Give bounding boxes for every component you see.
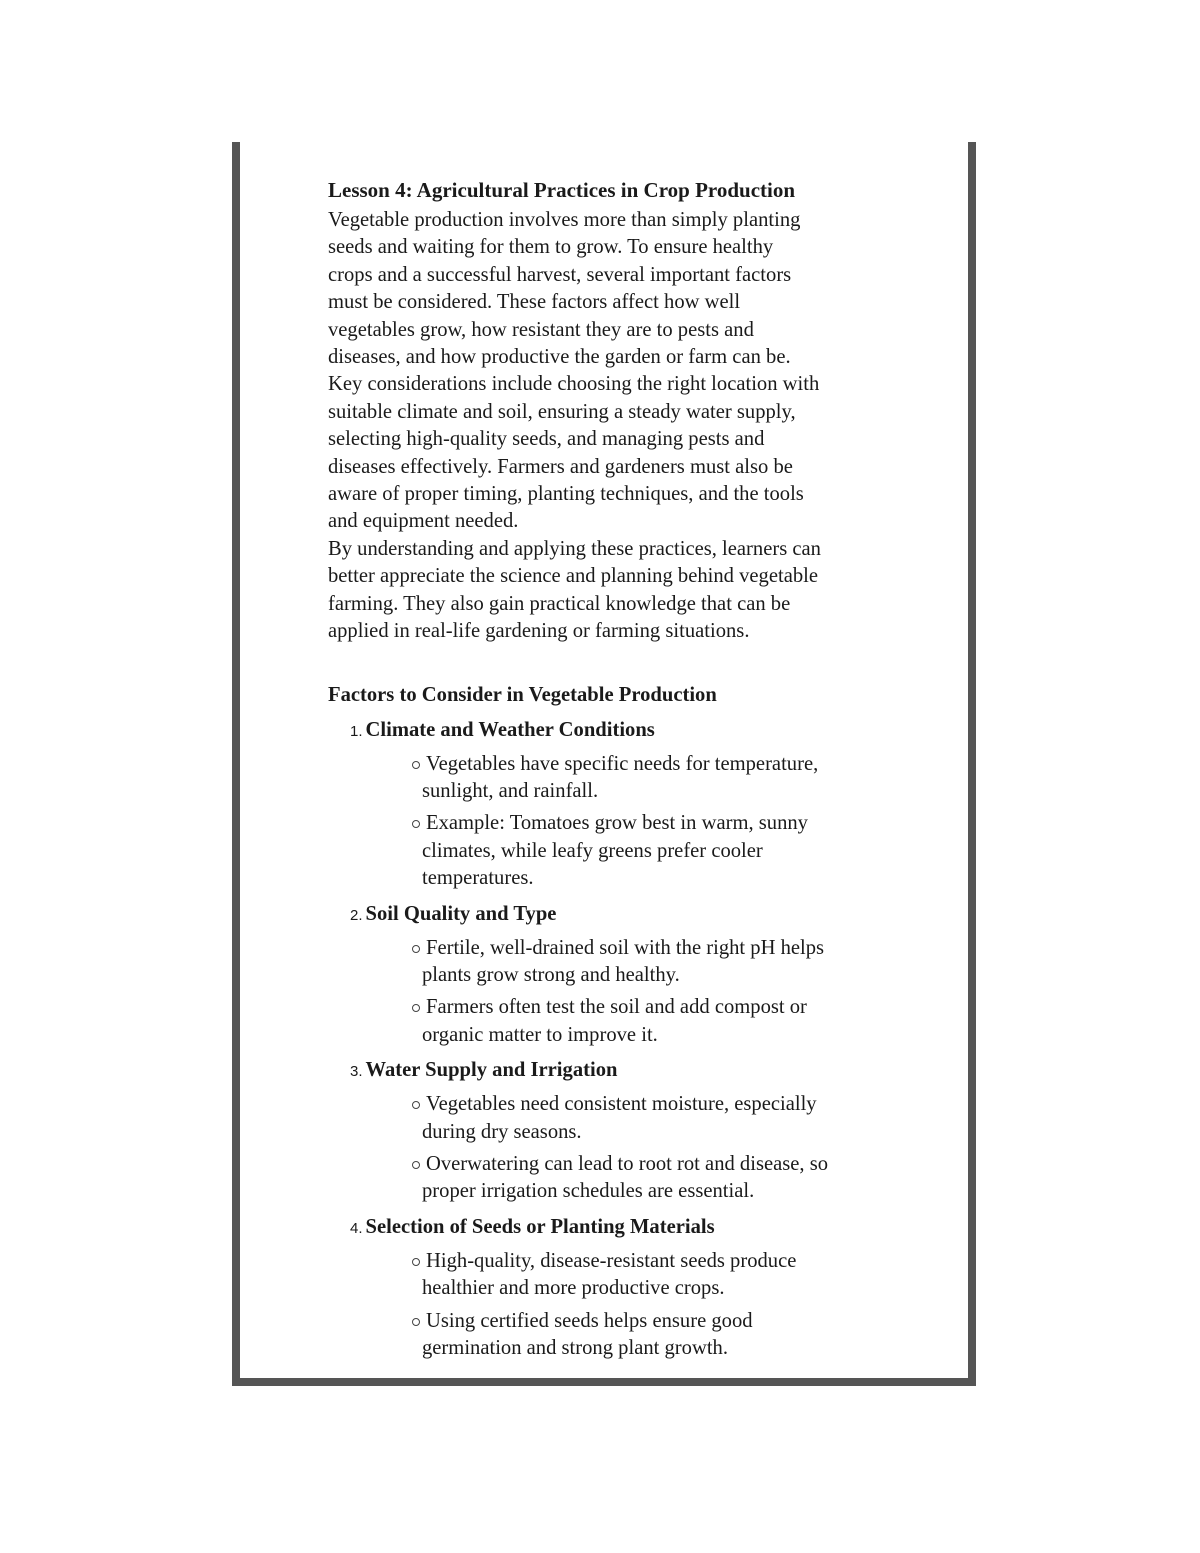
factor-heading-text: Climate and Weather Conditions xyxy=(365,718,655,741)
bullet-line xyxy=(412,1091,918,1118)
intro-line: aware of proper timing, planting techniques, and the tools xyxy=(328,483,804,506)
bullet-item xyxy=(412,751,918,806)
bullet-item xyxy=(412,1248,918,1303)
intro-line: and equipment needed. xyxy=(328,510,519,533)
factor-item xyxy=(328,1056,918,1206)
bullet-line xyxy=(412,935,918,962)
factor-heading xyxy=(350,1056,918,1086)
intro-line: crops and a successful harvest, several important factors xyxy=(328,263,792,286)
intro-paragraph xyxy=(328,207,918,646)
factor-item xyxy=(328,900,918,1050)
bullet-line: healthier and more productive crops. xyxy=(422,1277,725,1300)
bullet-line xyxy=(412,1151,918,1178)
bullet-item xyxy=(412,810,918,892)
bullet-text: Vegetables need consistent moisture, especially xyxy=(426,1093,817,1116)
bullet-line: temperatures. xyxy=(422,867,534,890)
bullet-text: Vegetables have specific needs for temperature, xyxy=(426,752,819,775)
bullet-list xyxy=(328,1091,918,1206)
factor-number: 1. xyxy=(350,722,363,740)
circle-bullet-icon xyxy=(412,1101,420,1109)
intro-line: farming. They also gain practical knowledge that can be xyxy=(328,592,791,615)
factor-heading-text: Selection of Seeds or Planting Materials xyxy=(365,1215,715,1238)
intro-line: vegetables grow, how resistant they are to pests and xyxy=(328,318,754,341)
bullet-text: Fertile, well-drained soil with the right pH helps xyxy=(426,936,825,959)
intro-line: Key considerations include choosing the right location with xyxy=(328,373,820,396)
factor-heading-text: Water Supply and Irrigation xyxy=(365,1059,618,1082)
page-frame xyxy=(232,142,976,1386)
factor-number: 2. xyxy=(350,906,363,924)
factor-number: 3. xyxy=(350,1063,363,1081)
intro-line: seeds and waiting for them to grow. To ensure healthy xyxy=(328,236,774,259)
bullet-item xyxy=(412,994,918,1049)
intro-line: By understanding and applying these practices, learners can xyxy=(328,537,821,560)
bullet-line xyxy=(412,1248,918,1275)
intro-line: must be considered. These factors affect how well xyxy=(328,291,741,314)
factor-item xyxy=(328,1213,918,1363)
bullet-list xyxy=(328,1248,918,1363)
bullet-line: plants grow strong and healthy. xyxy=(422,963,680,986)
factor-list xyxy=(328,716,918,1363)
bullet-item xyxy=(412,1308,918,1363)
bullet-text: High-quality, disease-resistant seeds produce xyxy=(426,1249,797,1272)
bullet-line xyxy=(412,810,918,837)
bullet-list xyxy=(328,935,918,1050)
circle-bullet-icon xyxy=(412,1258,420,1266)
factor-number: 4. xyxy=(350,1219,363,1237)
bullet-text: Farmers often test the soil and add compost or xyxy=(426,996,807,1019)
bullet-item xyxy=(412,1151,918,1206)
bullet-text: Example: Tomatoes grow best in warm, sunny xyxy=(426,812,808,835)
section-title: Factors to Consider in Vegetable Production xyxy=(328,683,717,706)
bullet-line: sunlight, and rainfall. xyxy=(422,779,599,802)
bullet-list xyxy=(328,751,918,893)
intro-line: diseases, and how productive the garden or farm can be. xyxy=(328,346,791,369)
bullet-item xyxy=(412,935,918,990)
bullet-text: Using certified seeds helps ensure good xyxy=(426,1309,753,1332)
bullet-line: organic matter to improve it. xyxy=(422,1023,658,1046)
circle-bullet-icon xyxy=(412,761,420,769)
intro-line: selecting high-quality seeds, and managing pests and xyxy=(328,428,765,451)
factor-heading-text: Soil Quality and Type xyxy=(365,902,557,925)
intro-line: better appreciate the science and planning behind vegetable xyxy=(328,565,819,588)
circle-bullet-icon xyxy=(412,820,420,828)
intro-line: suitable climate and soil, ensuring a steady water supply, xyxy=(328,400,796,423)
intro-line: diseases effectively. Farmers and gardeners must also be xyxy=(328,455,793,478)
factor-heading xyxy=(350,716,918,746)
lesson-title: Lesson 4: Agricultural Practices in Crop Production xyxy=(328,178,796,202)
bullet-item xyxy=(412,1091,918,1146)
bullet-line: during dry seasons. xyxy=(422,1120,582,1143)
bullet-text: Overwatering can lead to root rot and disease, so xyxy=(426,1152,829,1175)
circle-bullet-icon xyxy=(412,1161,420,1169)
factor-heading xyxy=(350,900,918,930)
circle-bullet-icon xyxy=(412,945,420,953)
bullet-line xyxy=(412,751,918,778)
factor-item xyxy=(328,716,918,893)
bullet-line: climates, while leafy greens prefer cooler xyxy=(422,839,763,862)
bullet-line: germination and strong plant growth. xyxy=(422,1337,728,1359)
bullet-line xyxy=(412,1308,918,1335)
circle-bullet-icon xyxy=(412,1318,420,1326)
intro-line: Vegetable production involves more than simply planting xyxy=(328,209,801,231)
document-content xyxy=(328,176,918,1362)
intro-line: applied in real-life gardening or farming situations. xyxy=(328,620,750,643)
bullet-line xyxy=(412,994,918,1021)
bullet-line: proper irrigation schedules are essential. xyxy=(422,1180,755,1203)
factor-heading xyxy=(350,1213,918,1243)
circle-bullet-icon xyxy=(412,1004,420,1012)
